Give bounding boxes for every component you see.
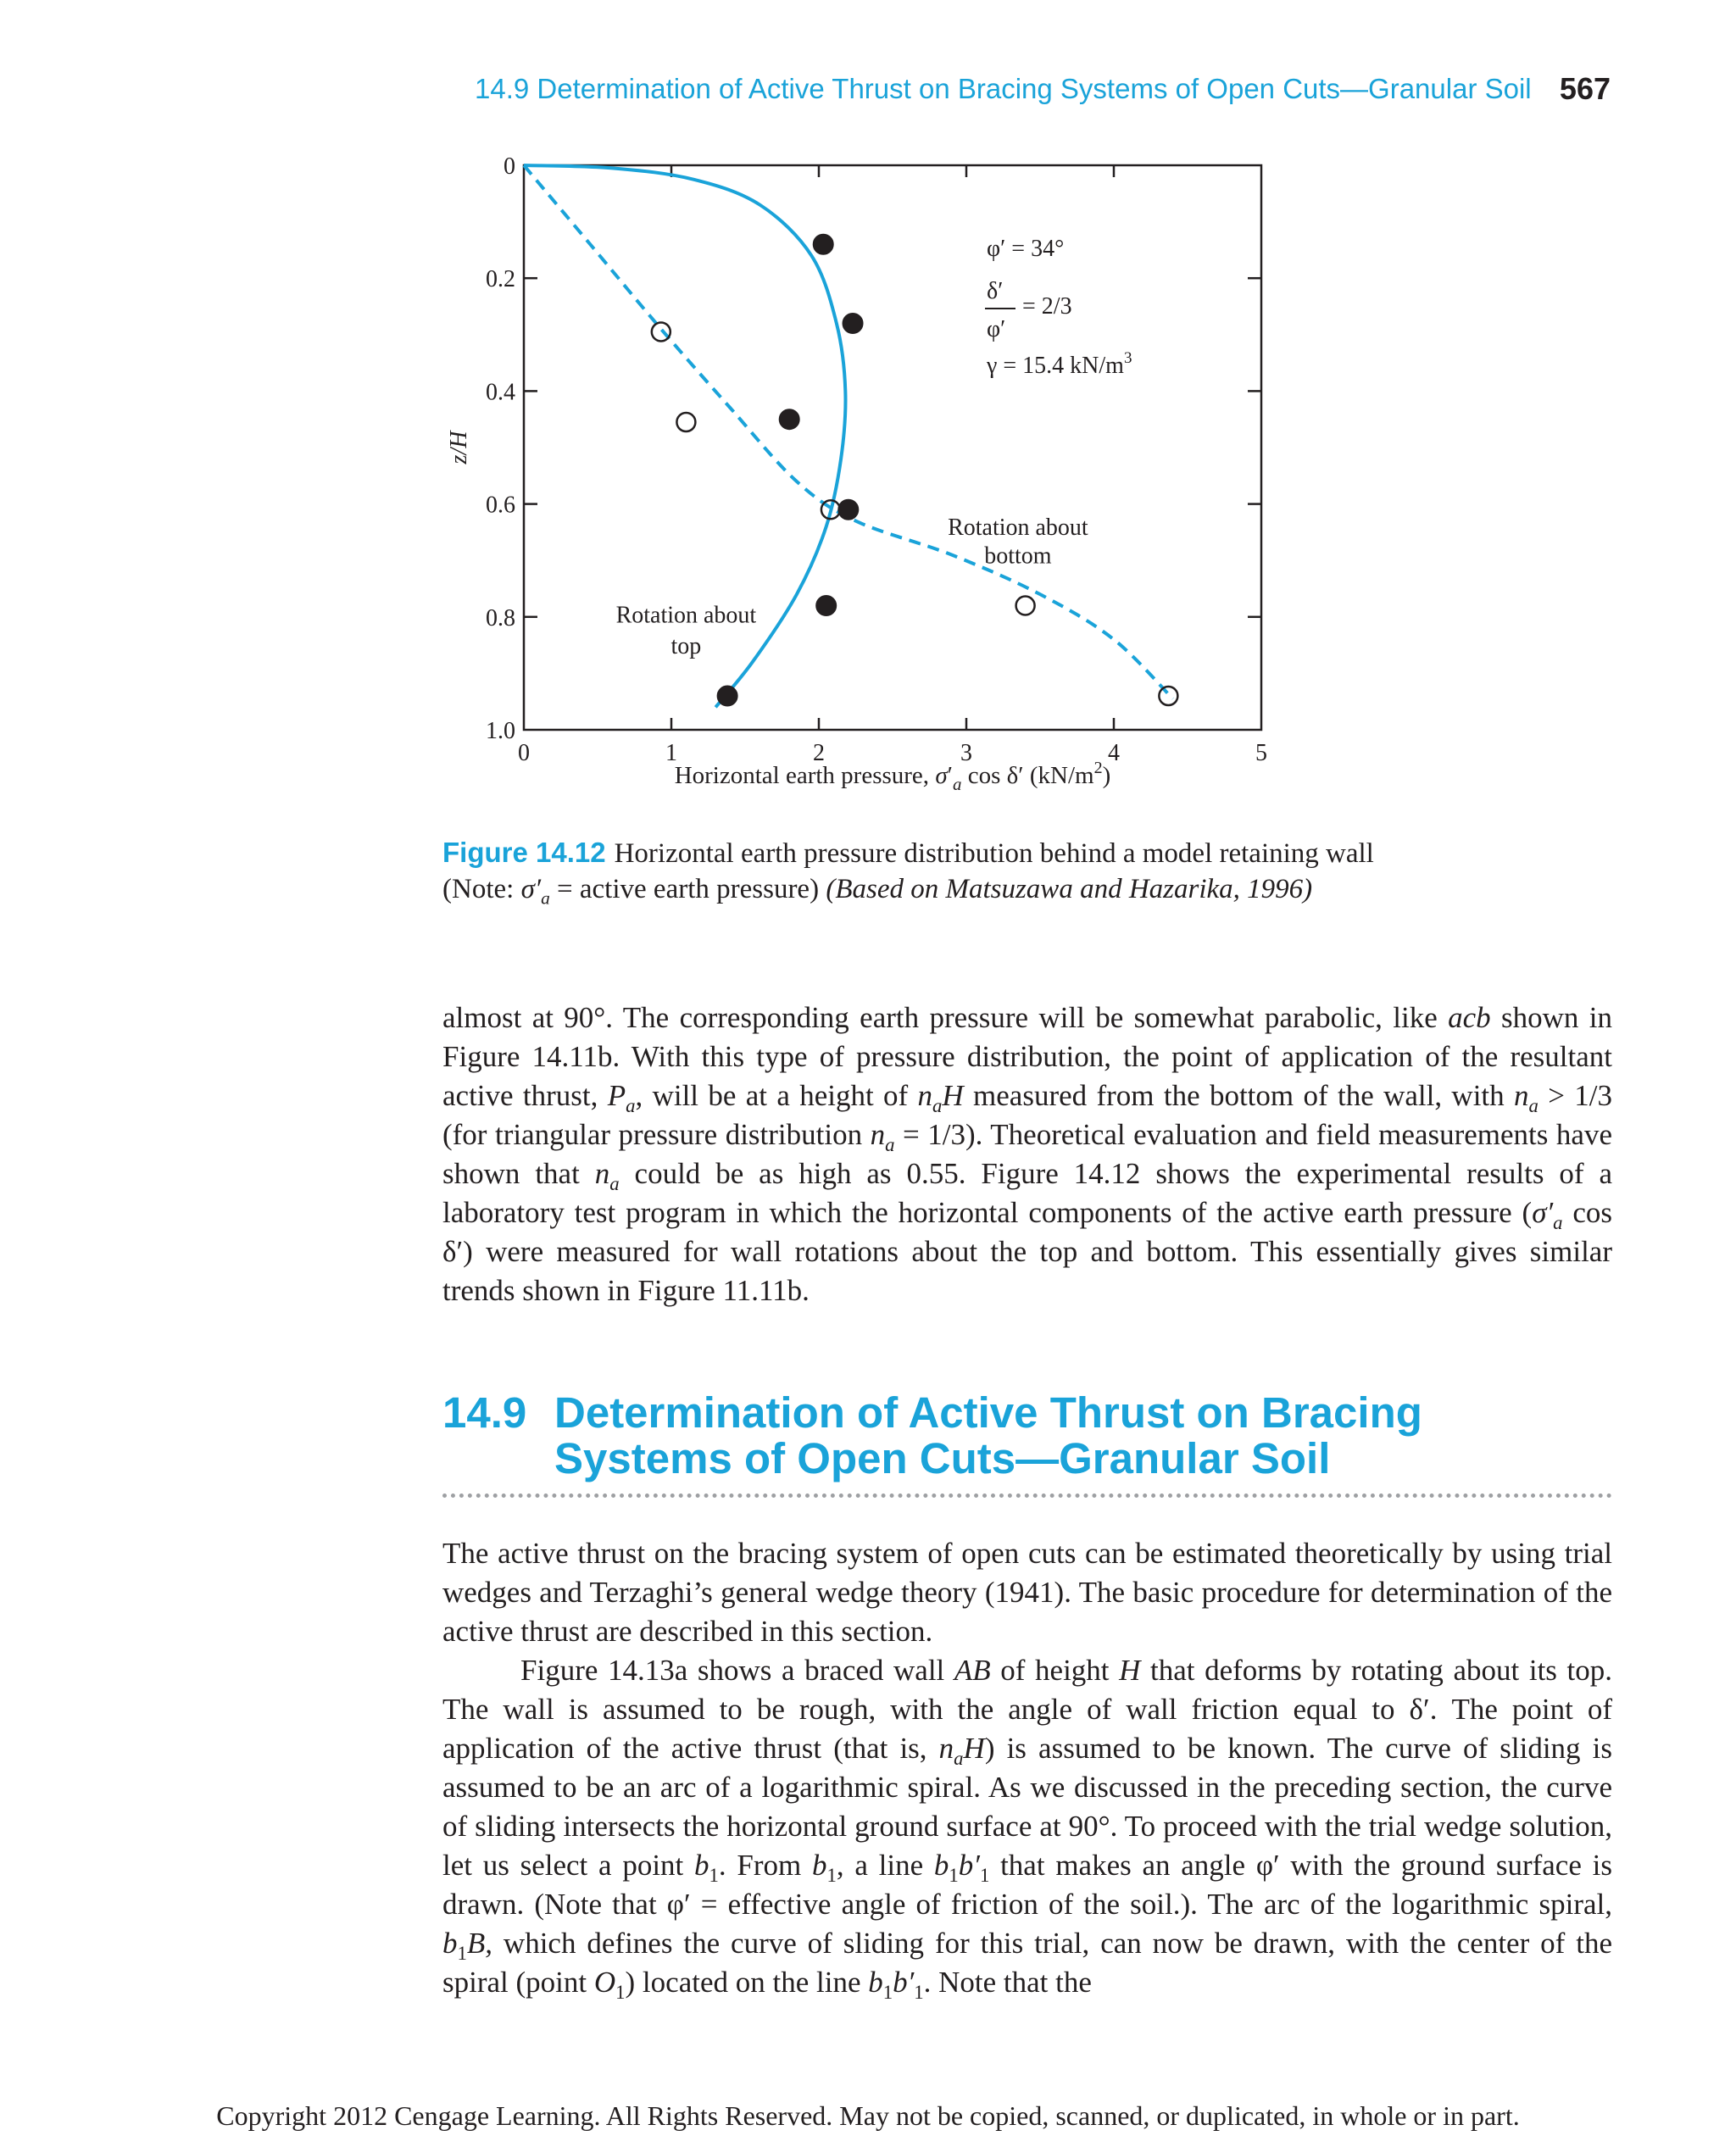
x-axis-label: Horizontal earth pressure, $\sigma'_a$ cos δ′ $(kN/m^2)$ [674, 759, 1111, 794]
pressure-distribution-chart [407, 144, 1305, 814]
parameter-box [985, 236, 1132, 379]
caption-note-rest: = active earth pressure) [549, 874, 826, 904]
paragraph-continuation: almost at 90°. The corresponding earth pressure will be somewhat parabolic, like acb shown in Figure 14.11b. With this type of pressure distribution, the point of application of the resultant active thrust, $P_a$, will be at a height of $n_aH$ measured from the bottom of the wall, with $n_a > 1/3$ (for triangular pressure distribution $n_a = 1/3$). Theoretical evaluation and field measurements have shown that $n_a$ could be as high as 0.55. Figure 14.12 shows the experimental results of a laboratory test program in which the horizontal components of the active earth pressure ($\sigma'_a$ cos δ′) were measured for wall rotations about the top and bottom. This essentially gives similar trends shown in Figure 11.11b. [442, 1001, 1613, 1307]
open-point [1159, 687, 1177, 705]
copyright-notice: Copyright 2012 Cengage Learning. All Rights Reserved. May not be copied, scanned, or duplicated, in whole or in part. [216, 2100, 1520, 2131]
param-delta: δ′ [987, 278, 1004, 304]
open-point [652, 322, 670, 341]
section-title: Determination of Active Thrust on Bracing Systems of Open Cuts—Granular Soil [554, 1388, 1422, 1482]
section-heading [442, 1390, 1612, 1482]
filled-point [816, 595, 837, 615]
figure-caption [442, 835, 1612, 907]
data-markers [652, 234, 1178, 706]
param-phi: φ′ = 34° [987, 236, 1065, 262]
y-tick-label: 0.6 [486, 492, 515, 519]
x-tick-label: 1 [665, 740, 677, 766]
x-tick-label: 2 [813, 740, 825, 766]
filled-point [779, 409, 799, 430]
y-tick-label: 0 [504, 153, 515, 180]
filled-point [813, 234, 833, 254]
open-point [676, 413, 695, 431]
x-tick-label: 4 [1108, 740, 1120, 766]
caption-note-sigma: σ′ [520, 874, 542, 904]
filled-point [717, 686, 737, 706]
x-tick-label: 0 [518, 740, 530, 766]
section-number: 14.9 [442, 1388, 527, 1437]
caption-note-prefix: (Note: [442, 874, 521, 904]
paragraph-trial-wedge: Figure 14.13a shows a braced wall AB of height H that deforms by rotating about its top. The wall is assumed to be rough, with the angle of wall friction equal to δ′. The point of application of the active thrust (that is, $n_aH$) is assumed to be known. The curve of sliding is assumed to be an arc of a logarithmic spiral. As we discussed in the preceding section, the curve of sliding intersects the horizontal ground surface at 90°. To proceed with the trial wedge solution, let us select a point $b_1$. From $b_1$, a line $b_1b'_1$ that makes an angle φ′ with the ground surface is drawn. (Note that φ′ = effective angle of friction of the soil.). The arc of the logarithmic spiral, $b_1B$, which defines the curve of sliding for this trial, can now be drawn, with the center of the spiral (point $O_1$) located on the line $b_1b'_1$. Note that the [442, 1654, 1613, 2003]
filled-point [843, 313, 863, 333]
annotation-label: Rotation about [615, 602, 757, 629]
y-tick-label: 0.4 [486, 379, 515, 406]
y-axis-label: z/H [446, 431, 472, 464]
annotation-label: bottom [984, 542, 1052, 570]
annotation-label: top [670, 633, 702, 660]
curve-annotations [616, 515, 1088, 659]
y-tick-label: 0.8 [486, 604, 515, 631]
x-tick-label: 3 [960, 740, 972, 766]
axis-ticks [524, 165, 1261, 730]
caption-note-sub: a [541, 887, 550, 909]
filled-point [838, 499, 859, 520]
caption-text: Horizontal earth pressure distribution behind a model retaining wall [614, 838, 1374, 869]
param-ratio: = 2/3 [1022, 293, 1072, 320]
y-tick-label: 0.2 [486, 266, 515, 293]
paragraph-intro: The active thrust on the bracing system of open cuts can be estimated theoretically by using trial wedges and Terzaghi’s general wedge theory (1941). The basic procedure for determination of the active thrust are described in this section. [442, 1537, 1612, 1648]
annotation-label: Rotation about [948, 515, 1088, 542]
param-phi-denominator: φ′ [987, 316, 1006, 342]
section-body [442, 1534, 1612, 2002]
y-tick-label: 1.0 [486, 718, 515, 744]
param-gamma: γ = 15.4 $kN/m^3$ [987, 349, 1132, 379]
running-title: 14.9 Determination of Active Thrust on Bracing Systems of Open Cuts—Granular Soil [475, 73, 1532, 104]
running-header [475, 73, 1611, 115]
dotted-divider [442, 1493, 1612, 1498]
page-number: 567 [1559, 71, 1611, 106]
open-point [1016, 596, 1035, 615]
open-point [821, 500, 840, 519]
x-tick-label: 5 [1255, 740, 1267, 766]
caption-source: (Based on Matsuzawa and Hazarika, 1996) [826, 874, 1313, 904]
figure-label: Figure 14.12 [442, 837, 606, 868]
plot-frame [524, 165, 1261, 730]
